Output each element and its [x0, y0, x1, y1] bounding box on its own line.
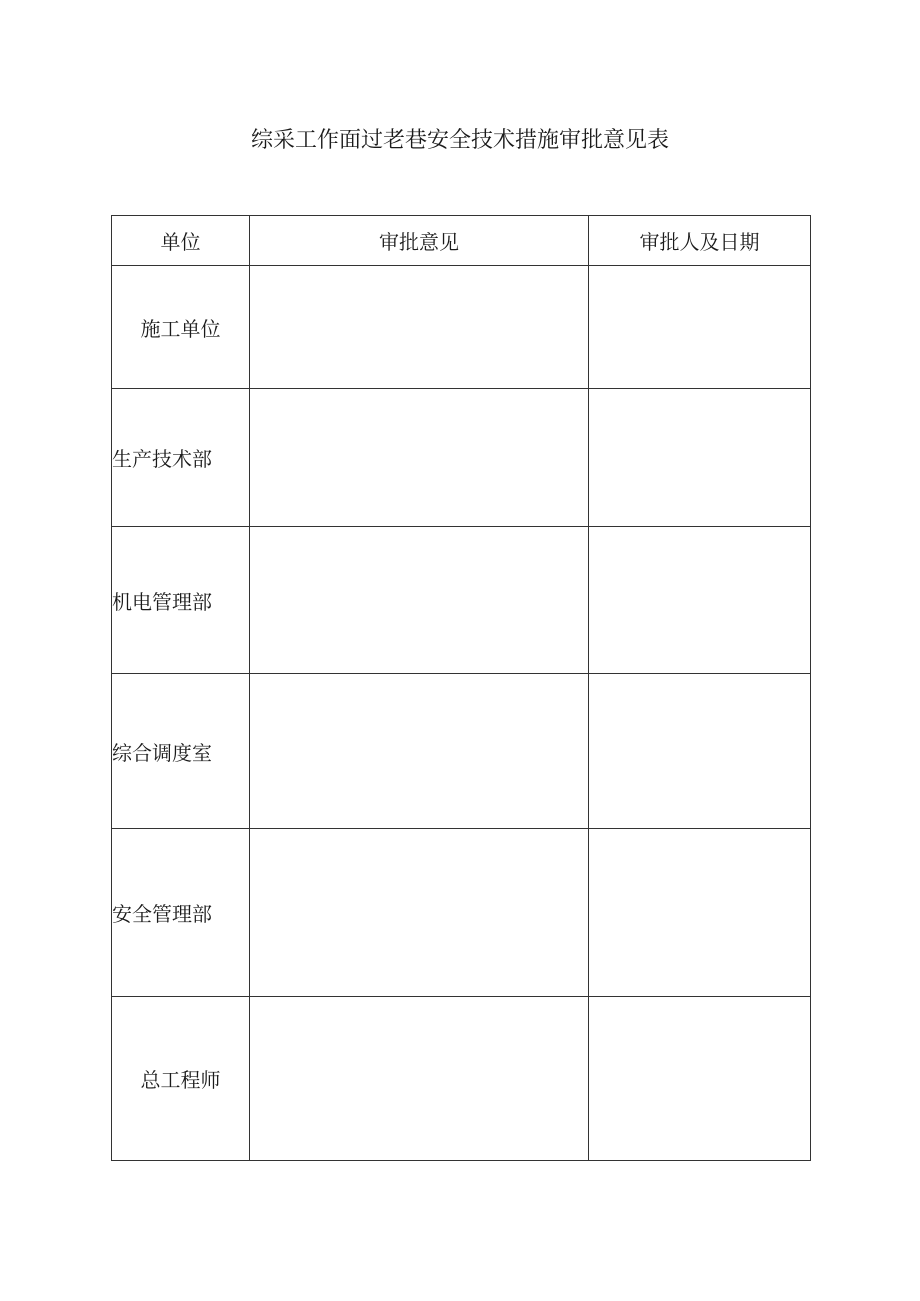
table-row: [112, 674, 811, 829]
opinion-cell[interactable]: [250, 997, 589, 1161]
table-row: [112, 829, 811, 997]
unit-cell-electromechanical: 机电管理部: [112, 527, 250, 674]
approver-date-cell[interactable]: [589, 674, 811, 829]
header-unit: 单位: [112, 216, 250, 266]
approver-date-cell[interactable]: [589, 527, 811, 674]
approver-date-cell[interactable]: [589, 266, 811, 389]
opinion-cell[interactable]: [250, 266, 589, 389]
unit-cell-dispatch: 综合调度室: [112, 674, 250, 829]
opinion-cell[interactable]: [250, 389, 589, 527]
approver-date-cell[interactable]: [589, 389, 811, 527]
table-row: [112, 266, 811, 389]
unit-cell-chief-engineer: 总工程师: [112, 997, 250, 1161]
opinion-cell[interactable]: [250, 674, 589, 829]
unit-cell-safety: 安全管理部: [112, 829, 250, 997]
approver-date-cell[interactable]: [589, 829, 811, 997]
unit-cell-construction: 施工单位: [112, 266, 250, 389]
unit-cell-production-tech: 生产技术部: [112, 389, 250, 527]
table-row: [112, 527, 811, 674]
document-title: 综采工作面过老巷安全技术措施审批意见表: [250, 128, 669, 153]
table-row: [112, 997, 811, 1161]
opinion-cell[interactable]: [250, 829, 589, 997]
table-row: [112, 389, 811, 527]
table-header-row: [112, 216, 811, 266]
approval-table: [111, 215, 811, 1161]
header-approver-date: 审批人及日期: [589, 216, 811, 266]
header-opinion: 审批意见: [250, 216, 589, 266]
opinion-cell[interactable]: [250, 527, 589, 674]
approver-date-cell[interactable]: [589, 997, 811, 1161]
